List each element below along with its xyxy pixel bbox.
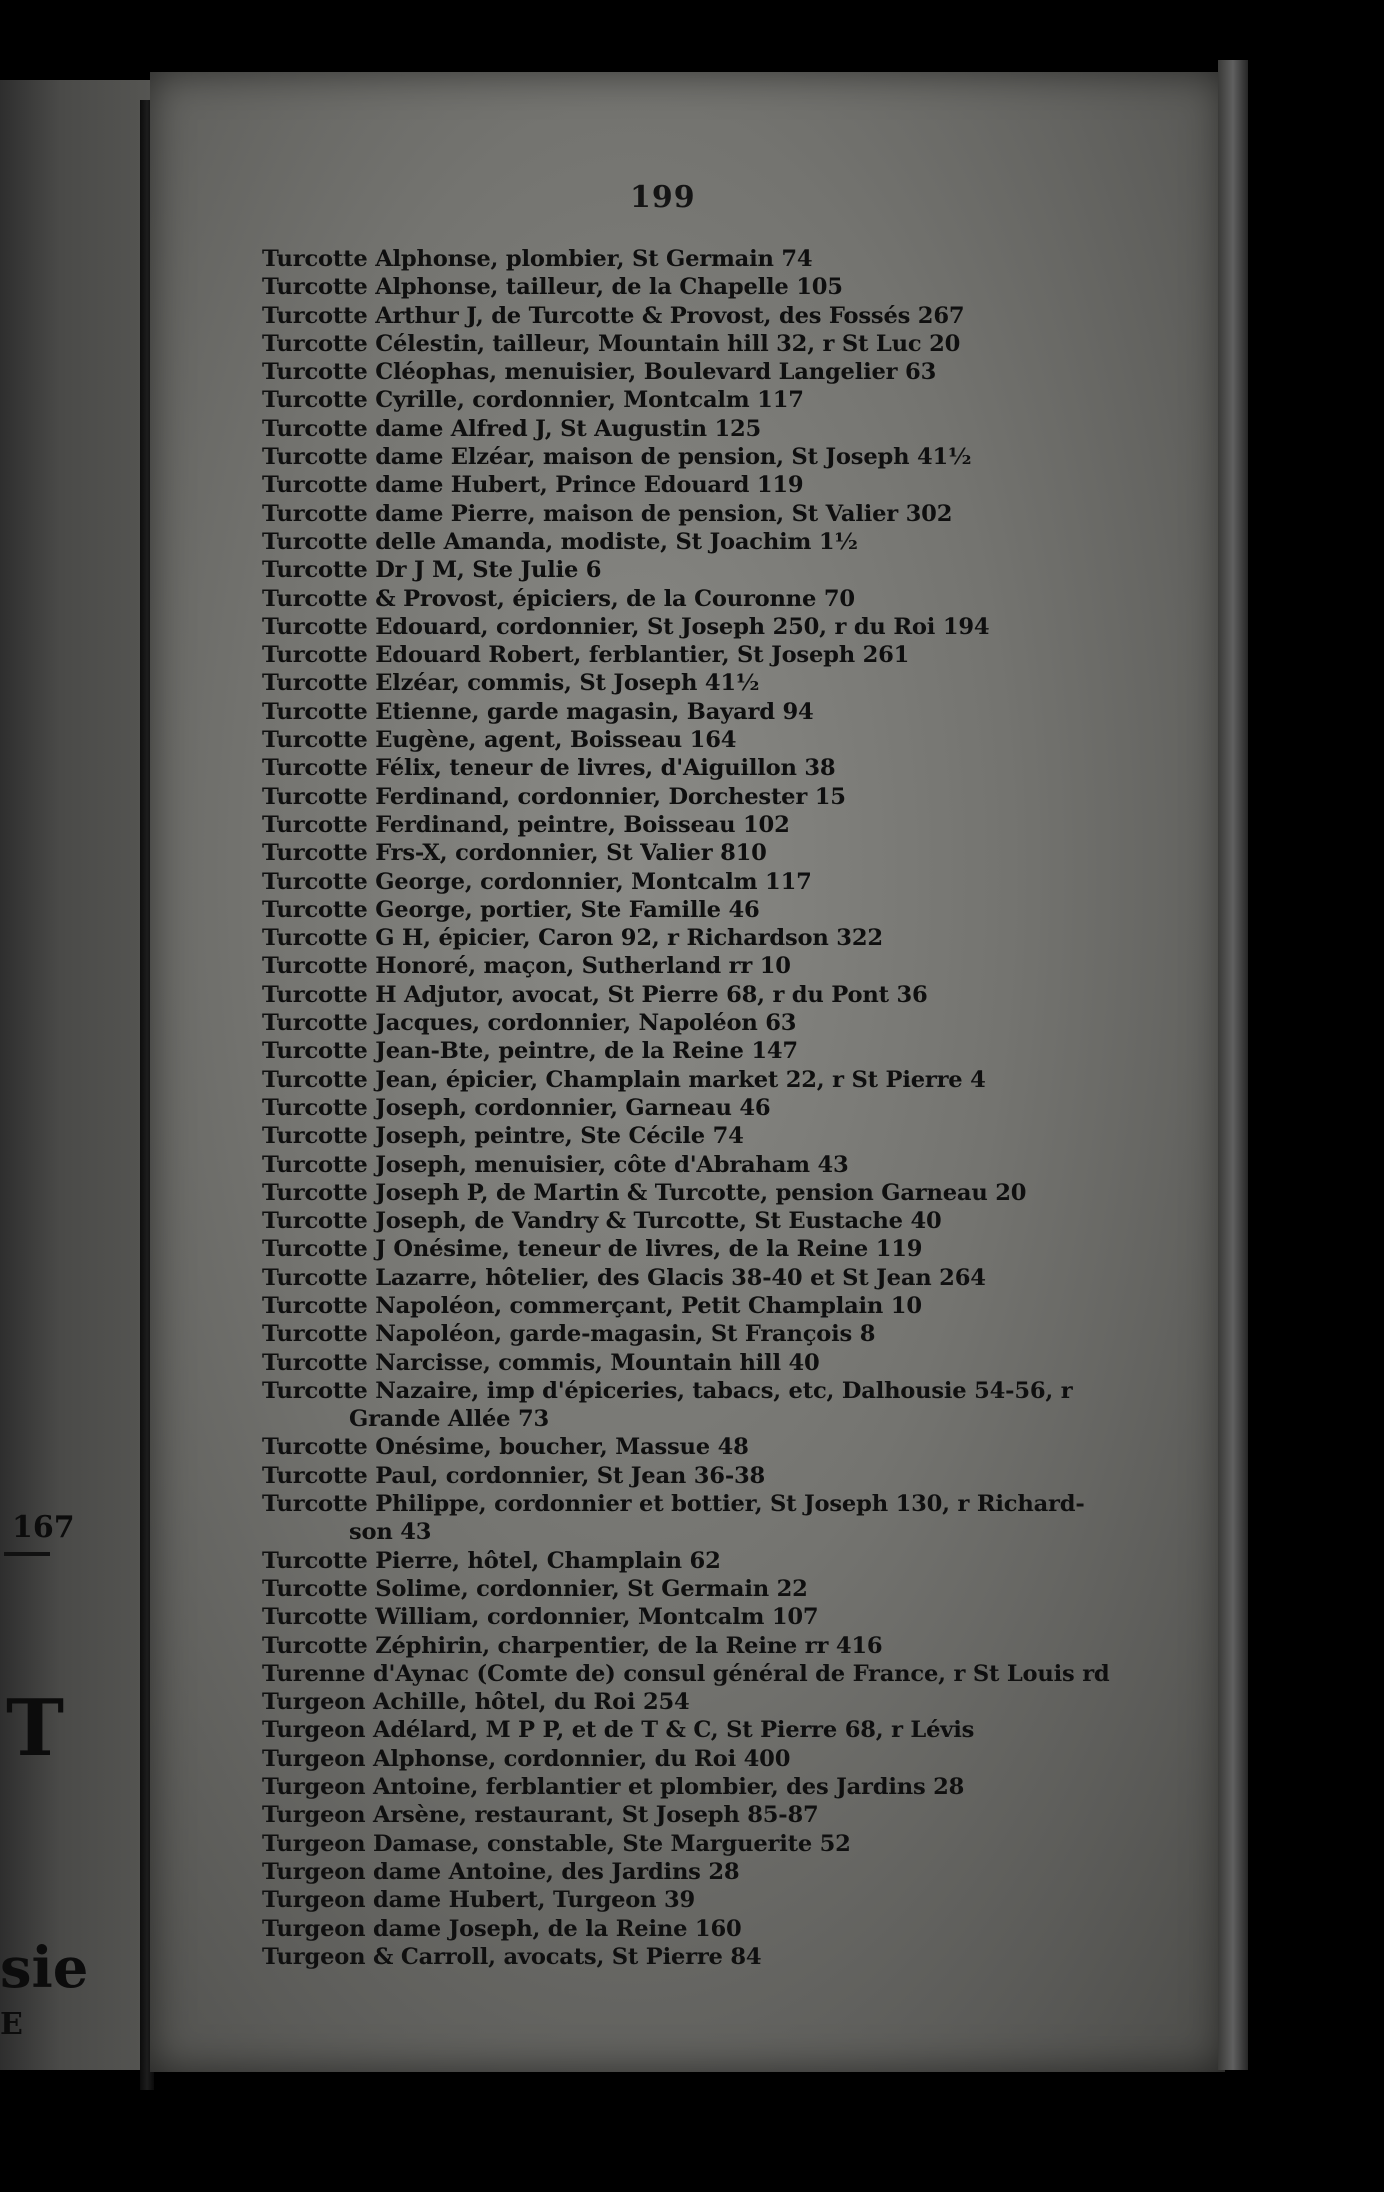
directory-entry: Turcotte Nazaire, imp d'épiceries, tabacs, etc, Dalhousie 54-56, r [262, 1377, 1073, 1404]
directory-entry: Turcotte Philippe, cordonnier et bottier, St Joseph 130, r Richard- [262, 1491, 1085, 1518]
directory-entry: Turcotte Ferdinand, cordonnier, Dorchester 15 [262, 783, 846, 810]
previous-page-word-fragment: sie [0, 1935, 89, 2001]
directory-entry: Turcotte Ferdinand, peintre, Boisseau 102 [262, 811, 790, 838]
directory-entry: Turcotte delle Amanda, modiste, St Joachim 1½ [262, 528, 858, 555]
directory-entry: Turcotte Cléophas, menuisier, Boulevard Langelier 63 [262, 359, 937, 386]
directory-entry: Turcotte Joseph P, de Martin & Turcotte, pension Garneau 20 [262, 1179, 1027, 1206]
directory-entry: Turcotte dame Elzéar, maison de pension, St Joseph 41½ [262, 444, 972, 471]
directory-entry: Turcotte Edouard Robert, ferblantier, St Joseph 261 [262, 642, 910, 669]
directory-entry: Turcotte Joseph, peintre, Ste Cécile 74 [262, 1123, 744, 1150]
directory-entry: Turgeon Arsène, restaurant, St Joseph 85-87 [262, 1802, 819, 1829]
directory-entry: Turcotte Joseph, de Vandry & Turcotte, St Eustache 40 [262, 1208, 942, 1235]
directory-entry: Turcotte Alphonse, tailleur, de la Chapelle 105 [262, 274, 843, 301]
directory-entry: Turcotte Frs-X, cordonnier, St Valier 810 [262, 840, 767, 867]
previous-page-strip [0, 80, 150, 2070]
directory-entry: Turgeon Alphonse, cordonnier, du Roi 400 [262, 1745, 791, 1772]
previous-page-letter-fragment: T [6, 1683, 65, 1774]
directory-entry: Turcotte dame Alfred J, St Augustin 125 [262, 415, 762, 442]
directory-entry: Turcotte Célestin, tailleur, Mountain hill 32, r St Luc 20 [262, 330, 961, 357]
directory-entry: Turgeon dame Joseph, de la Reine 160 [262, 1915, 742, 1942]
directory-entry: Turcotte Honoré, maçon, Sutherland rr 10 [262, 953, 791, 980]
directory-entry: Turgeon dame Antoine, des Jardins 28 [262, 1858, 740, 1885]
directory-entry: Turcotte Jean-Bte, peintre, de la Reine 147 [262, 1038, 798, 1065]
directory-entry: Turcotte Edouard, cordonnier, St Joseph 250, r du Roi 194 [262, 613, 990, 640]
previous-page-rule [4, 1552, 50, 1556]
directory-entry: Turcotte Onésime, boucher, Massue 48 [262, 1434, 749, 1461]
directory-entry: Turcotte Jacques, cordonnier, Napoléon 63 [262, 1010, 797, 1037]
directory-entry: Turcotte Cyrille, cordonnier, Montcalm 117 [262, 387, 804, 414]
directory-entry: Turcotte Solime, cordonnier, St Germain 22 [262, 1575, 808, 1602]
page-edge [1218, 60, 1248, 2070]
directory-entry: Turcotte Eugène, agent, Boisseau 164 [262, 727, 737, 754]
directory-entry: Turgeon dame Hubert, Turgeon 39 [262, 1887, 696, 1914]
directory-entry: Turgeon & Carroll, avocats, St Pierre 84 [262, 1943, 762, 1970]
directory-entry: Turcotte dame Hubert, Prince Edouard 119 [262, 472, 804, 499]
directory-entry: Turcotte Dr J M, Ste Julie 6 [262, 557, 602, 584]
directory-entry: Turcotte George, portier, Ste Famille 46 [262, 896, 760, 923]
directory-entry: Turgeon Damase, constable, Ste Marguerite 52 [262, 1830, 851, 1857]
directory-entry: Turgeon Adélard, M P P, et de T & C, St Pierre 68, r Lévis [262, 1717, 975, 1744]
previous-page-number: 167 [12, 1510, 75, 1545]
directory-entries [262, 245, 1162, 1971]
directory-entry: Turcotte Zéphirin, charpentier, de la Reine rr 416 [262, 1632, 883, 1659]
directory-entry: Turcotte Napoléon, garde-magasin, St François 8 [262, 1321, 876, 1348]
directory-entry: Turcotte Félix, teneur de livres, d'Aiguillon 38 [262, 755, 836, 782]
directory-entry: Turcotte G H, épicier, Caron 92, r Richardson 322 [262, 925, 883, 952]
directory-entry: Turcotte H Adjutor, avocat, St Pierre 68, r du Pont 36 [262, 981, 928, 1008]
page-number: 199 [630, 180, 696, 215]
directory-entry: Turcotte Joseph, menuisier, côte d'Abraham 43 [262, 1151, 849, 1178]
directory-entry: Turenne d'Aynac (Comte de) consul général de France, r St Louis rd [262, 1660, 1110, 1687]
directory-entry: Turcotte Etienne, garde magasin, Bayard 94 [262, 698, 814, 725]
directory-entry: Turgeon Antoine, ferblantier et plombier, des Jardins 28 [262, 1774, 965, 1801]
directory-entry: Turcotte Napoléon, commerçant, Petit Champlain 10 [262, 1292, 922, 1319]
directory-entry: Turcotte George, cordonnier, Montcalm 117 [262, 868, 812, 895]
directory-entry: Turcotte Joseph, cordonnier, Garneau 46 [262, 1094, 771, 1121]
directory-entry: Turcotte dame Pierre, maison de pension, St Valier 302 [262, 500, 953, 527]
directory-entry: Turcotte Narcisse, commis, Mountain hill 40 [262, 1349, 820, 1376]
directory-entry: Turcotte Lazarre, hôtelier, des Glacis 38-40 et St Jean 264 [262, 1264, 986, 1291]
directory-entry: Turcotte Elzéar, commis, St Joseph 41½ [262, 670, 760, 697]
directory-entry: Turcotte Pierre, hôtel, Champlain 62 [262, 1547, 721, 1574]
directory-entry: Turcotte Arthur J, de Turcotte & Provost, des Fossés 267 [262, 302, 965, 329]
directory-entry: Turcotte & Provost, épiciers, de la Couronne 70 [262, 585, 855, 612]
directory-entry: Turcotte Jean, épicier, Champlain market 22, r St Pierre 4 [262, 1066, 986, 1093]
entry-continuation: Grande Allée 73 [349, 1406, 550, 1433]
directory-entry: Turcotte Alphonse, plombier, St Germain 74 [262, 246, 813, 272]
directory-entry: Turcotte William, cordonnier, Montcalm 107 [262, 1604, 819, 1631]
directory-entry: Turcotte J Onésime, teneur de livres, de la Reine 119 [262, 1236, 923, 1263]
previous-page-small-fragment: E [0, 2007, 23, 2042]
entry-continuation: son 43 [349, 1519, 432, 1546]
directory-entry: Turgeon Achille, hôtel, du Roi 254 [262, 1689, 690, 1716]
directory-entry: Turcotte Paul, cordonnier, St Jean 36-38 [262, 1462, 766, 1489]
